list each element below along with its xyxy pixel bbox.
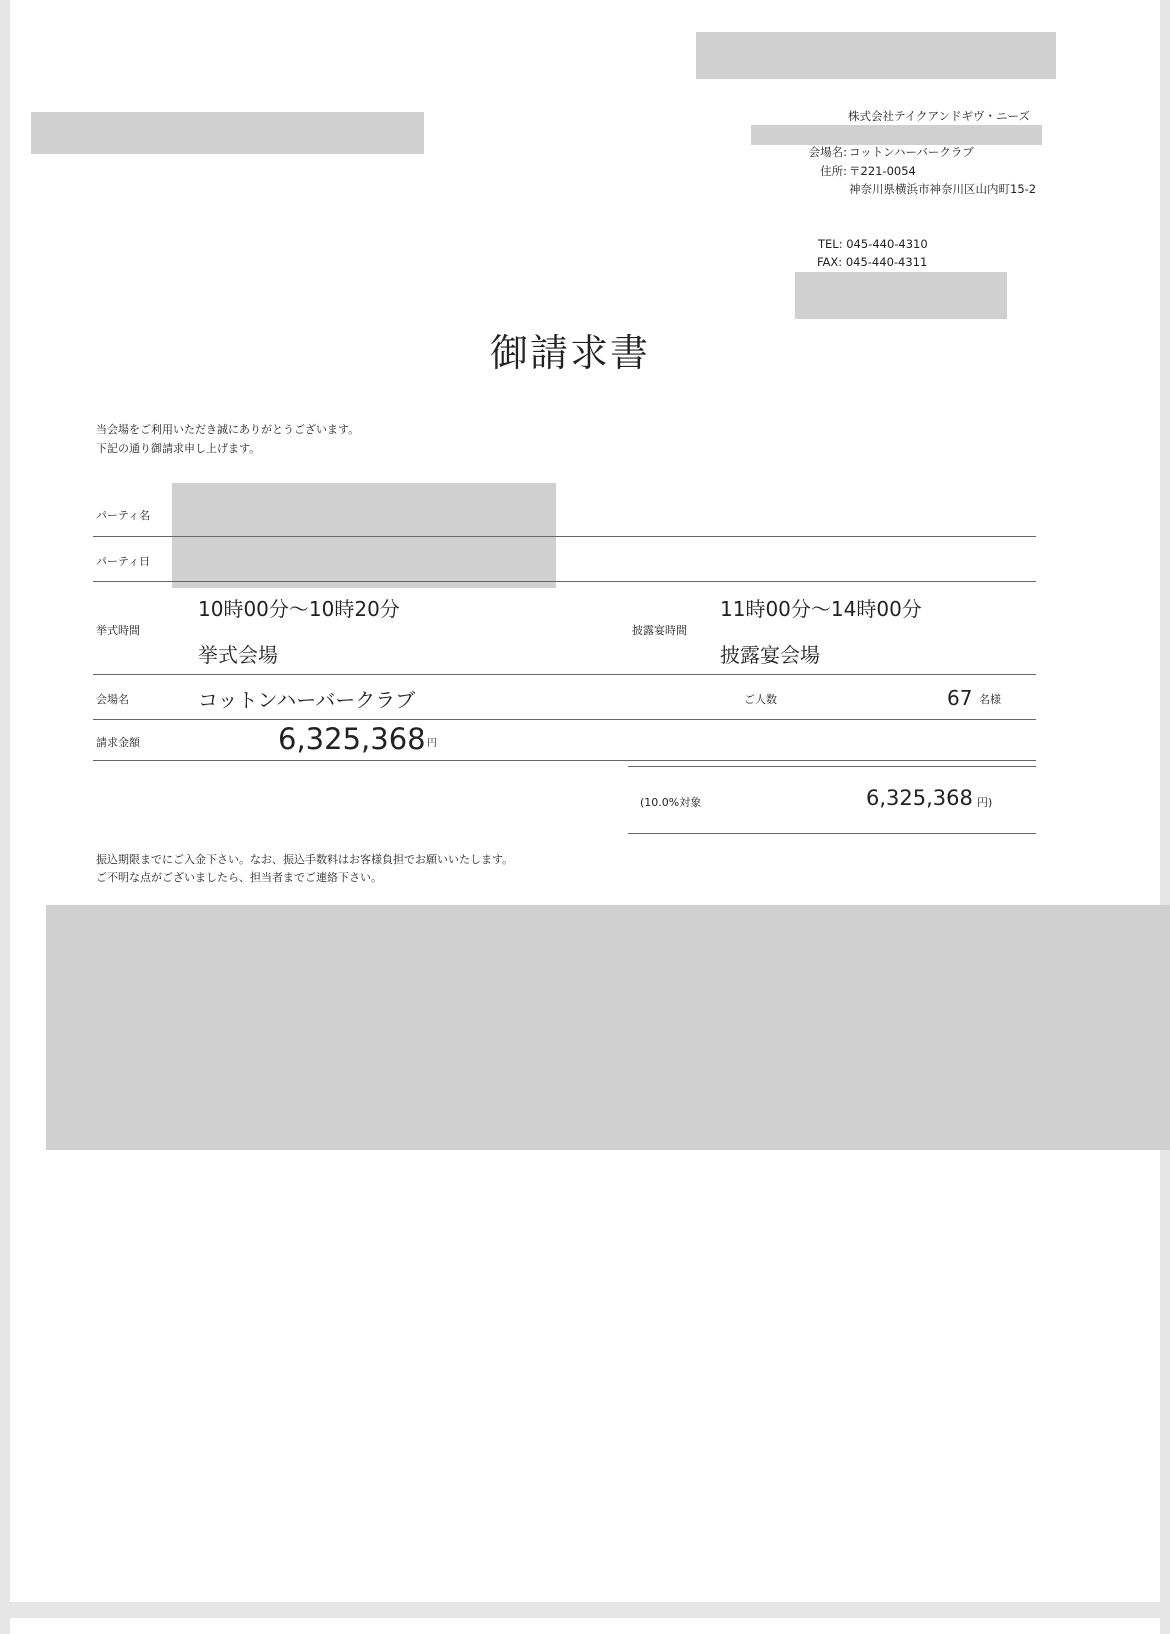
divider	[93, 581, 1036, 582]
issuer-postal: 〒221-0054	[849, 164, 916, 178]
redacted-stamp	[795, 272, 1007, 319]
ceremony-venue: 挙式会場	[198, 643, 278, 667]
redacted-recipient	[31, 112, 424, 154]
greeting-line-1: 当会場をご利用いただき誠にありがとうございます。	[96, 423, 360, 436]
issuer-venue-label: 会場名:	[808, 145, 847, 159]
amount-value: 6,325,368	[278, 722, 426, 756]
amount-label: 請求金額	[96, 736, 140, 749]
guests-count: 67	[947, 686, 973, 710]
issuer-tel: TEL: 045-440-4310	[818, 237, 928, 251]
redacted-bank-info	[46, 905, 1170, 1150]
tax-box-top-border	[628, 766, 1036, 767]
ceremony-time: 10時00分～10時20分	[198, 597, 400, 621]
note-line-2: ご不明な点がございましたら、担当者までご連絡下さい。	[96, 871, 382, 884]
issuer-fax: FAX: 045-440-4311	[817, 255, 928, 269]
redacted-block-top-right	[696, 32, 1056, 79]
tax-rate-label: (10.0%対象	[640, 796, 702, 809]
page-title: 御請求書	[490, 331, 651, 375]
divider	[93, 760, 1036, 761]
venue-name: コットンハーバークラブ	[198, 688, 416, 712]
ceremony-time-label: 挙式時間	[96, 624, 140, 637]
guests-unit: 名様	[979, 693, 1001, 706]
tax-amount: 6,325,368	[866, 786, 973, 810]
party-date-label: パーティ日	[96, 555, 151, 568]
divider	[93, 719, 1036, 720]
reception-time: 11時00分～14時00分	[720, 597, 922, 621]
reception-time-label: 披露宴時間	[632, 624, 687, 637]
note-line-1: 振込期限までにご入金下さい。なお、振込手数料はお客様負担でお願いいたします。	[96, 853, 514, 866]
tax-box-bottom-border	[628, 833, 1036, 834]
amount-unit: 円	[427, 738, 437, 749]
party-name-label: パーティ名	[96, 509, 151, 522]
greeting-line-2: 下記の通り御請求申し上げます。	[96, 442, 261, 455]
guests-label: ご人数	[744, 693, 777, 706]
divider	[93, 536, 1036, 537]
issuer-address-label: 住所:	[820, 164, 847, 178]
venue-label: 会場名	[96, 693, 129, 706]
redacted-issuer-line	[751, 125, 1042, 145]
issuer-address: 神奈川県横浜市神奈川区山内町15-2	[849, 182, 1037, 196]
next-page-edge	[10, 1618, 1160, 1634]
reception-venue: 披露宴会場	[720, 643, 820, 667]
issuer-company: 株式会社テイクアンドギヴ・ニーズ	[848, 109, 1030, 123]
divider	[93, 674, 1036, 675]
issuer-venue: コットンハーバークラブ	[849, 145, 974, 159]
tax-unit: 円)	[977, 796, 993, 809]
